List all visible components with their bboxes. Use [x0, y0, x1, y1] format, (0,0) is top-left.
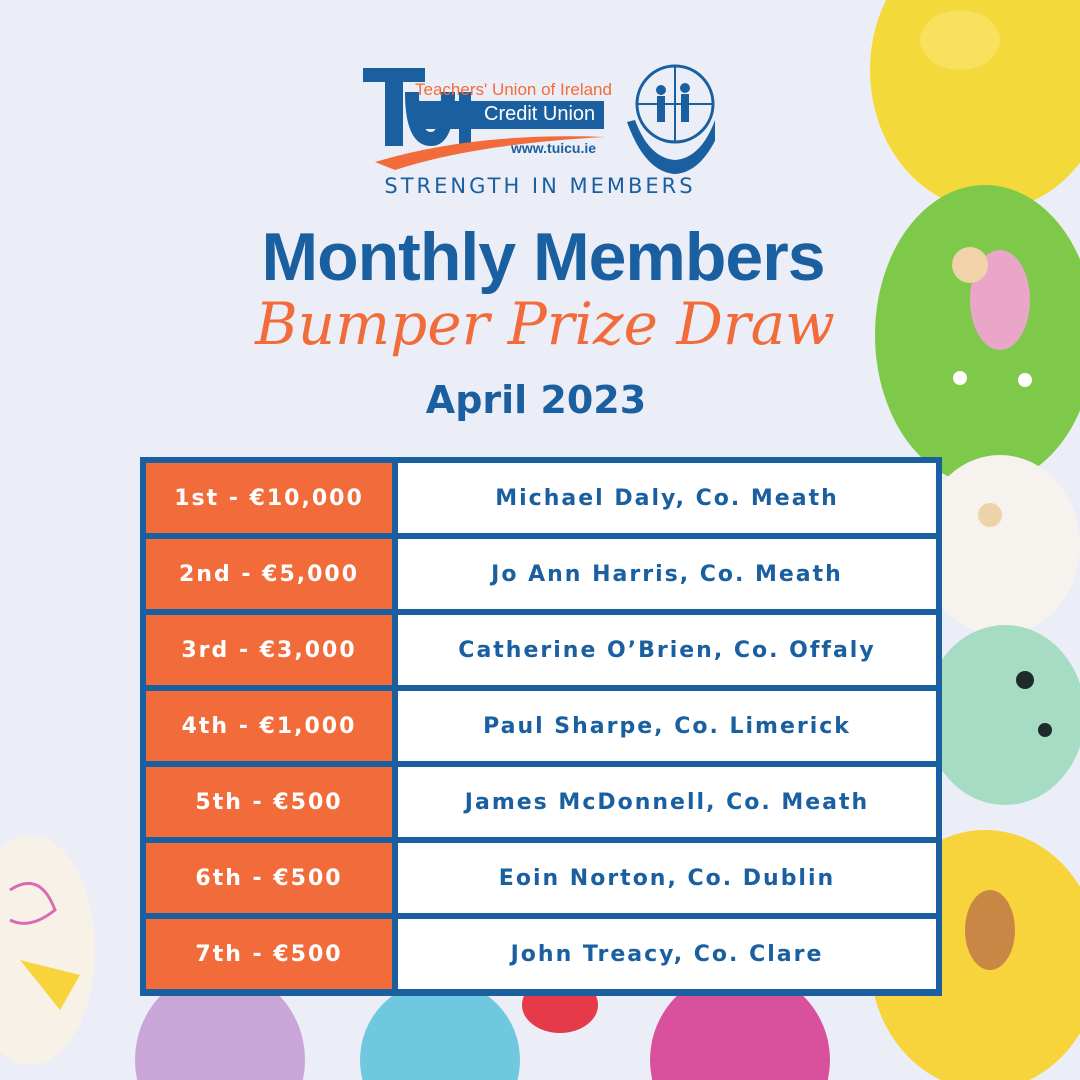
winner-cell: John Treacy, Co. Clare — [398, 919, 936, 989]
table-row — [146, 463, 936, 533]
page-title: Monthly Members — [261, 219, 825, 295]
prize-cell: 6th - €500 — [146, 843, 392, 913]
white-pattern-egg — [0, 835, 95, 1065]
draw-date: April 2023 — [425, 378, 647, 422]
family-globe-icon — [637, 66, 713, 142]
table-row — [146, 767, 936, 837]
winner-cell: Paul Sharpe, Co. Limerick — [398, 691, 936, 761]
website-link[interactable]: www.tuicu.ie — [511, 140, 597, 156]
prize-cell: 7th - €500 — [146, 919, 392, 989]
table-row — [146, 843, 936, 913]
tagline: STRENGTH IN MEMBERS — [384, 174, 696, 198]
white-egg — [920, 455, 1080, 635]
prize-cell: 1st - €10,000 — [146, 463, 392, 533]
mint-egg — [925, 625, 1080, 805]
winner-cell: Jo Ann Harris, Co. Meath — [398, 539, 936, 609]
table-row — [146, 691, 936, 761]
winner-cell: Catherine O’Brien, Co. Offaly — [398, 615, 936, 685]
table-row — [146, 919, 936, 989]
winners-table — [140, 457, 942, 996]
union-name: Teachers' Union of Ireland — [415, 80, 612, 99]
table-row — [146, 615, 936, 685]
winner-cell: Michael Daly, Co. Meath — [398, 463, 936, 533]
hands-icon — [627, 120, 715, 174]
prize-cell: 3rd - €3,000 — [146, 615, 392, 685]
credit-union-label: Credit Union — [484, 103, 596, 125]
winner-cell: Eoin Norton, Co. Dublin — [398, 843, 936, 913]
prize-cell: 4th - €1,000 — [146, 691, 392, 761]
prize-cell: 5th - €500 — [146, 767, 392, 837]
page-subtitle: Bumper Prize Draw — [255, 290, 835, 358]
table-row — [146, 539, 936, 609]
prize-cell: 2nd - €5,000 — [146, 539, 392, 609]
winner-cell: James McDonnell, Co. Meath — [398, 767, 936, 837]
